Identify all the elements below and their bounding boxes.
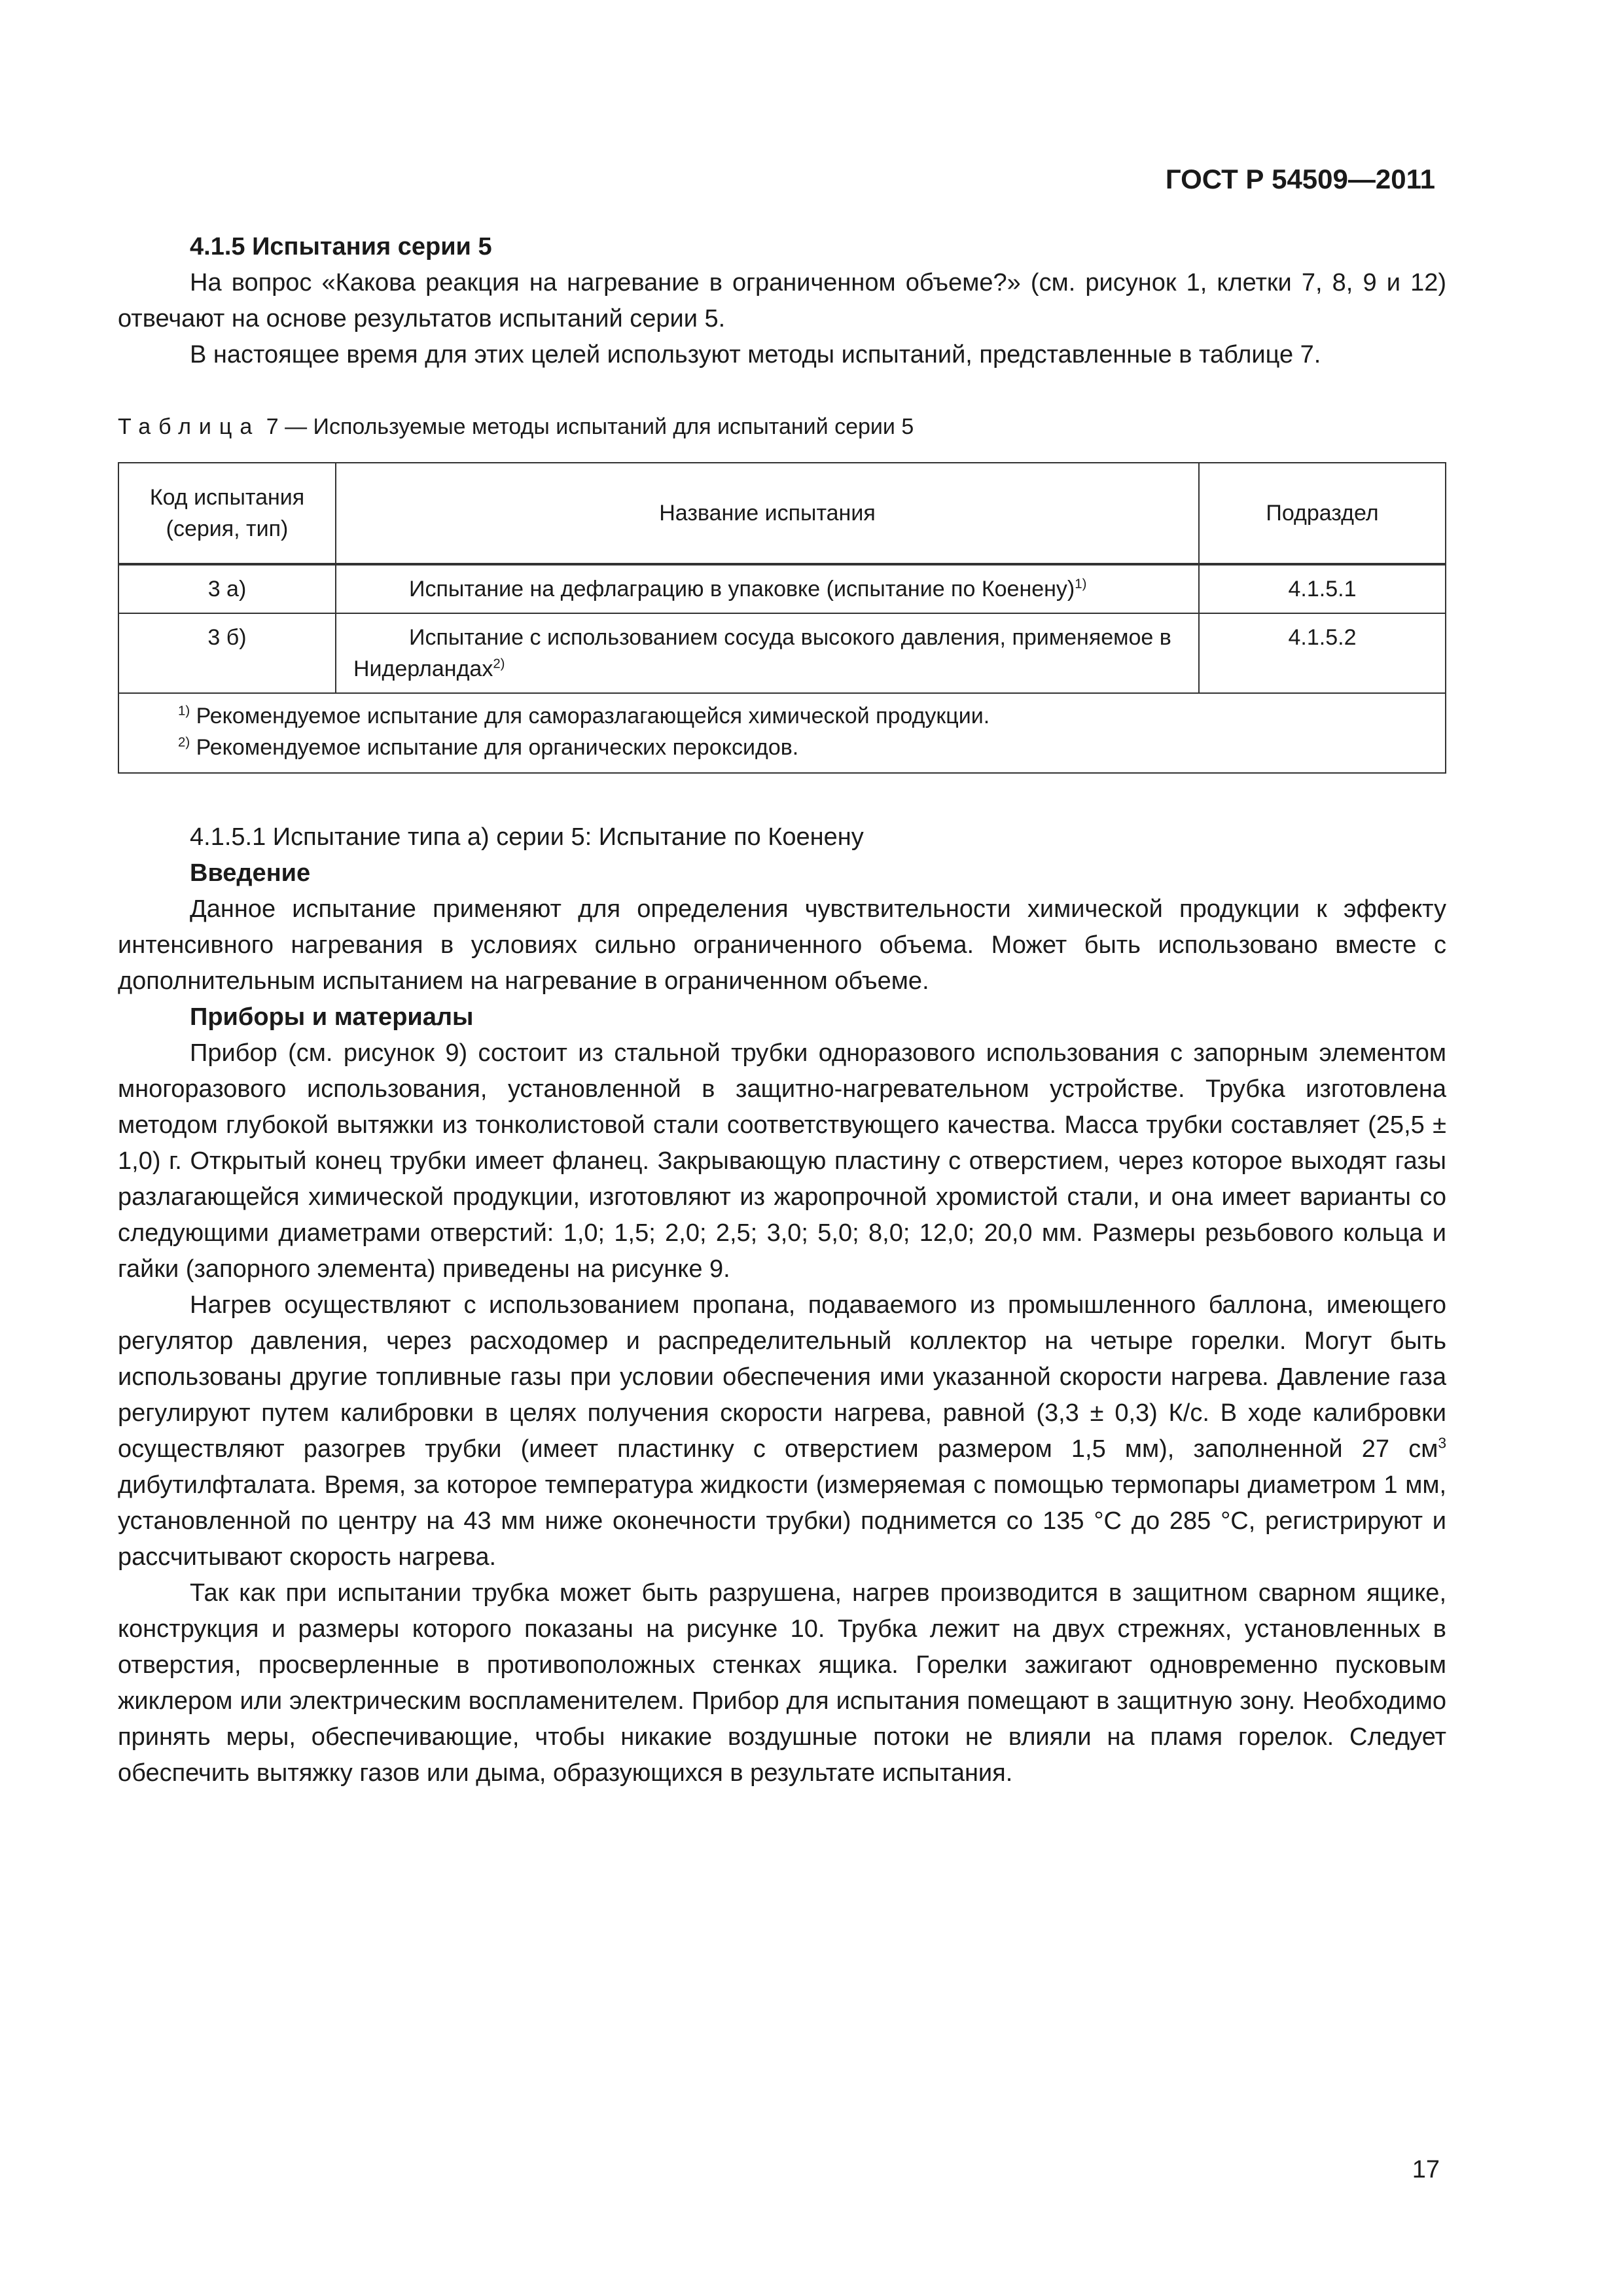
page-content xyxy=(118,229,1446,1791)
footnote-marker: 1) xyxy=(1075,577,1087,592)
column-header-code: Код испытания (серия, тип) xyxy=(118,463,336,564)
note-text: Рекомендуемое испытание для органических пероксидов. xyxy=(190,735,799,760)
cell-name xyxy=(336,613,1199,693)
heating-text-part2: дибутилфталата. Время, за которое температура жидкости (измеряемая с помощью термопары диаметром 1 мм, установленной по центру на 43 мм ниже оконечности трубки) поднимется со 135 °С до 285 °С, регистрируют и рассчитывают скорость нагрева. xyxy=(118,1471,1446,1571)
section-heading-4-1-5: 4.1.5 Испытания серии 5 xyxy=(190,233,492,260)
test-methods-table xyxy=(118,462,1446,774)
note-text: Рекомендуемое испытание для саморазлагающейся химической продукции. xyxy=(190,704,990,728)
table-note xyxy=(178,732,1432,763)
paragraph-introduction: Данное испытание применяют для определения чувствительности химической продукции к эффекту интенсивного нагревания в условиях сильно ограниченного объема. Может быть использовано вместе с дополнительным испытанием на нагревание в ограниченном объеме. xyxy=(118,895,1446,995)
subheading-introduction: Введение xyxy=(190,859,311,887)
table-row xyxy=(118,564,1446,613)
cell-subsection: 4.1.5.1 xyxy=(1199,564,1446,613)
cubic-superscript: 3 xyxy=(1438,1434,1446,1452)
table-notes-row xyxy=(118,693,1446,773)
table-header-row xyxy=(118,463,1446,564)
paragraph-series5-question: На вопрос «Какова реакция на нагревание в ограниченном объеме?» (см. рисунок 1, клетки 7, 8, 9 и 12) отвечают на основе результатов испытаний серии 5. xyxy=(118,269,1446,332)
paragraph-table-reference: В настоящее время для этих целей используют методы испытаний, представленные в таблице 7. xyxy=(190,341,1321,368)
heating-text-part1: Нагрев осуществляют с использованием пропана, подаваемого из промышленного баллона, имеющего регулятор давления, через расходомер и распределительный коллектор на четыре горелки. Могут быть использованы другие топливные газы при условии обеспечения ими указанной скорости нагрева. Давление газа регулируют путем калибровки в целях получения скорости нагрева, равной (3,3 ± 0,3) К/с. В ходе калибровки осуществляют разогрев трубки (имеет пластинку с отверстием размером 1,5 мм), заполненной 27 см xyxy=(118,1291,1446,1463)
cell-name-text: Испытание на дефлаграцию в упаковке (испытание по Коенену) xyxy=(409,577,1075,601)
cell-subsection: 4.1.5.2 xyxy=(1199,613,1446,693)
paragraph-apparatus-description: Прибор (см. рисунок 9) состоит из стальной трубки одноразового использования с запорным элементом многоразового использования, установленной в защитно-нагревательном устройстве. Трубка изготовлена методом глубокой вытяжки из тонколистовой стали соответствующего качества. Масса трубки составляет (25,5 ± 1,0) г. Открытый конец трубки имеет фланец. Закрывающую пластину с отверстием, через которое выходят газы разлагающейся химической продукции, изготовляют из жаропрочной хромистой стали, и она имеет варианты со следующими диаметрами отверстий: 1,0; 1,5; 2,0; 2,5; 3,0; 5,0; 8,0; 12,0; 20,0 мм. Размеры резьбового кольца и гайки (запорного элемента) приведены на рисунке 9. xyxy=(118,1039,1446,1283)
column-header-name: Название испытания xyxy=(336,463,1199,564)
table-notes xyxy=(118,693,1446,773)
note-marker: 1) xyxy=(178,704,190,719)
cell-code: 3 а) xyxy=(118,564,336,613)
table-note xyxy=(178,700,1432,732)
table-row xyxy=(118,613,1446,693)
footnote-marker: 2) xyxy=(493,656,505,672)
table-caption-text: 7 — Используемые методы испытаний для испытаний серии 5 xyxy=(260,414,914,439)
cell-name xyxy=(336,564,1199,613)
table-caption-label: Таблица xyxy=(118,414,260,439)
cell-name-text: Испытание с использованием сосуда высокого давления, применяемое в Нидерландах xyxy=(353,625,1171,681)
note-marker: 2) xyxy=(178,735,190,750)
document-code-header: ГОСТ Р 54509—2011 xyxy=(1165,164,1435,194)
column-header-subsection: Подраздел xyxy=(1199,463,1446,564)
paragraph-heating-method xyxy=(118,1287,1446,1575)
subheading-apparatus: Приборы и материалы xyxy=(190,1003,474,1031)
cell-code: 3 б) xyxy=(118,613,336,693)
section-title-4-1-5-1: 4.1.5.1 Испытание типа а) серии 5: Испытание по Коенену xyxy=(190,823,864,851)
paragraph-protective-box: Так как при испытании трубка может быть разрушена, нагрев производится в защитном сварном ящике, конструкция и размеры которого показаны на рисунке 10. Трубка лежит на двух стрежнях, установленных в отверстия, просверленные в противоположных стенках ящика. Горелки зажигают одновременно пусковым жиклером или электрическим воспламенителем. Прибор для испытания помещают в защитную зону. Необходимо принять меры, обеспечивающие, чтобы никакие воздушные потоки не влияли на пламя горелок. Следует обеспечить вытяжку газов или дыма, образующихся в результате испытания. xyxy=(118,1579,1446,1787)
table-caption xyxy=(118,409,1446,445)
page-number: 17 xyxy=(1412,2156,1440,2183)
